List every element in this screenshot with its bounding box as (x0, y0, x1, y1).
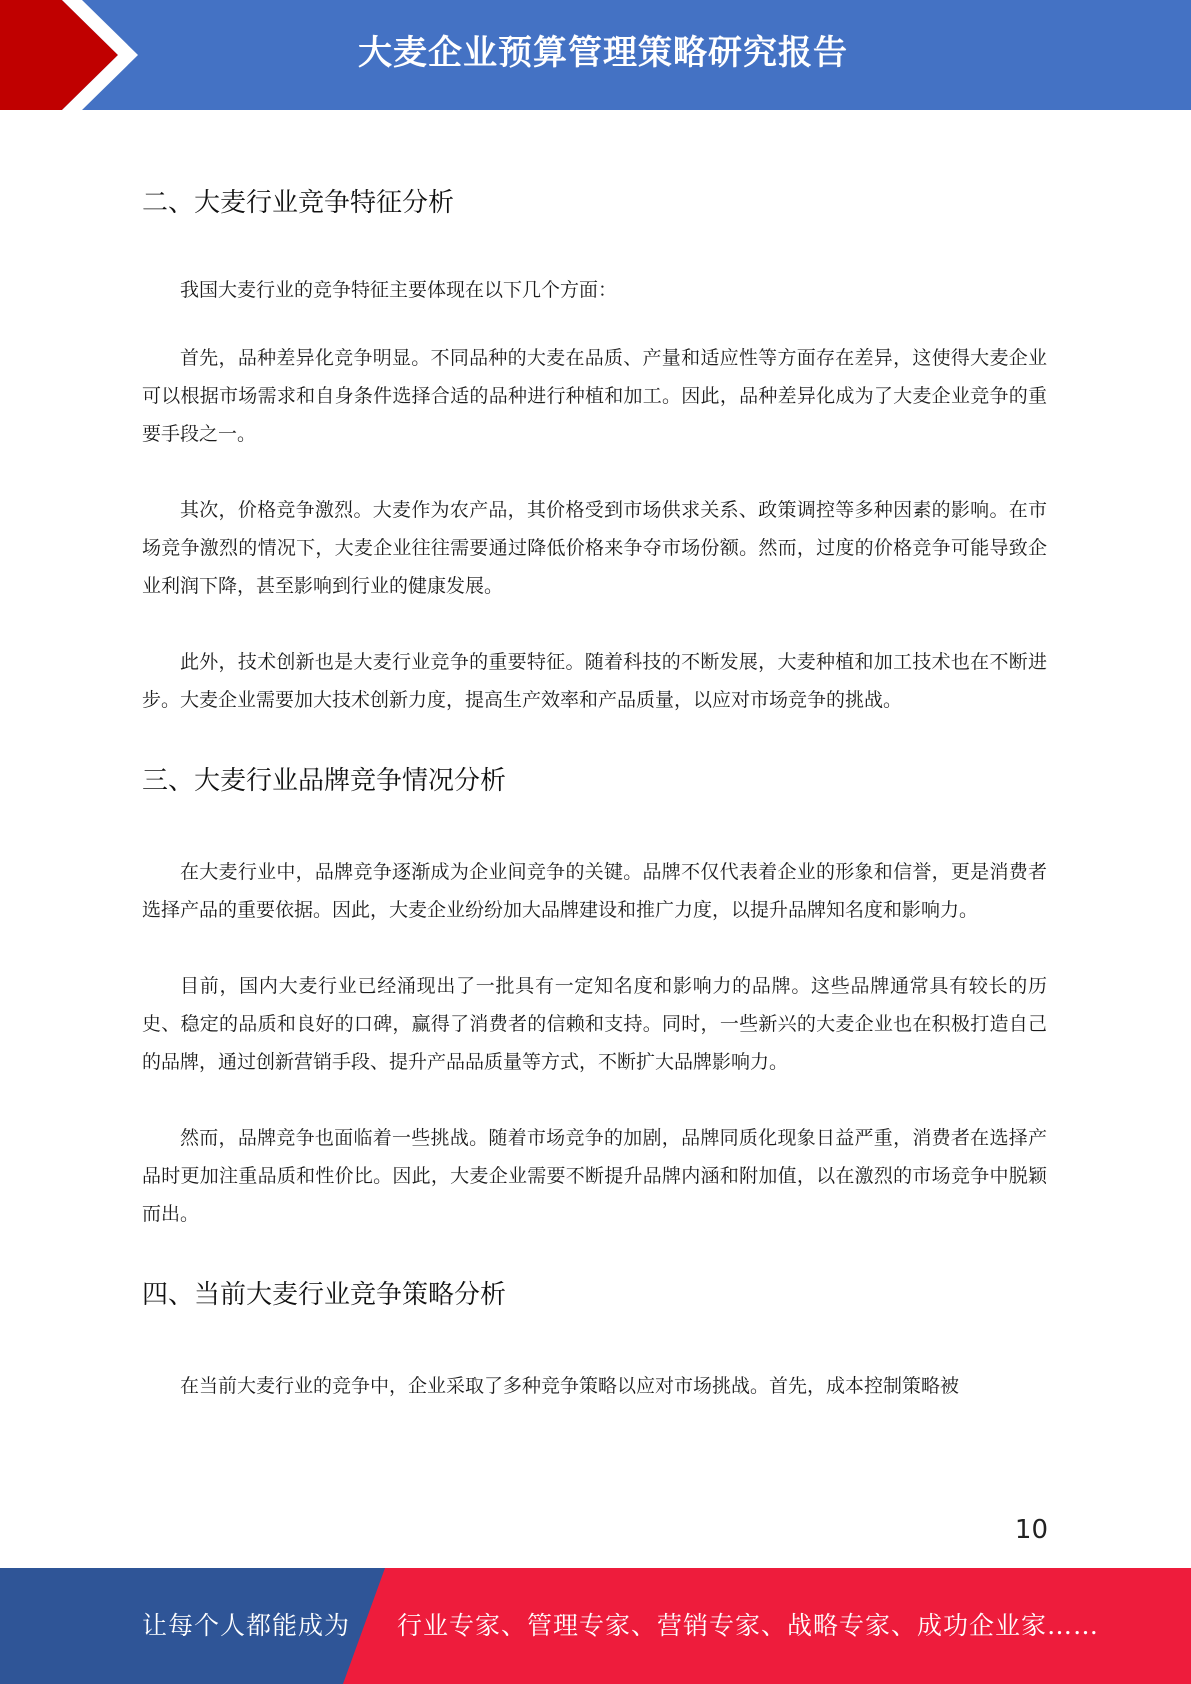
paragraph: 首先，品种差异化竞争明显。不同品种的大麦在品质、产量和适应性等方面存在差异，这使得大麦企业可以根据市场需求和自身条件选择合适的品种进行种植和加工。因此，品种差异化成为了大麦企业竞争的重要手段之一。 (142, 347, 1047, 445)
main-content (142, 170, 1047, 1405)
page-footer (0, 1568, 1191, 1684)
paragraph: 在大麦行业中，品牌竞争逐渐成为企业间竞争的关键。品牌不仅代表着企业的形象和信誉，更是消费者选择产品的重要依据。因此，大麦企业纷纷加大品牌建设和推广力度，以提升品牌知名度和影响力。 (142, 861, 1047, 921)
page-number: 10 (1014, 1515, 1048, 1545)
report-title: 大麦企业预算管理策略研究报告 (358, 33, 848, 73)
paragraph: 然而，品牌竞争也面临着一些挑战。随着市场竞争的加剧，品牌同质化现象日益严重，消费者在选择产品时更加注重品质和性价比。因此，大麦企业需要不断提升品牌内涵和附加值，以在激烈的市场竞争中脱颖而出。 (142, 1127, 1047, 1225)
paragraph: 在当前大麦行业的竞争中，企业采取了多种竞争策略以应对市场挑战。首先，成本控制策略被 (180, 1375, 960, 1397)
section-heading-3: 三、大麦行业品牌竞争情况分析 (142, 766, 507, 796)
section-heading-2: 二、大麦行业竞争特征分析 (142, 188, 455, 218)
paragraph: 此外，技术创新也是大麦行业竞争的重要特征。随着科技的不断发展，大麦种植和加工技术也在不断进步。大麦企业需要加大技术创新力度，提高生产效率和产品质量，以应对市场竞争的挑战。 (142, 651, 1047, 711)
page-header (0, 0, 1191, 110)
paragraph: 我国大麦行业的竞争特征主要体现在以下几个方面： (180, 279, 618, 301)
paragraph: 其次，价格竞争激烈。大麦作为农产品，其价格受到市场供求关系、政策调控等多种因素的影响。在市场竞争激烈的情况下，大麦企业往往需要通过降低价格来争夺市场份额。然而，过度的价格竞争可能导致企业利润下降，甚至影响到行业的健康发展。 (142, 499, 1047, 597)
paragraph: 目前，国内大麦行业已经涌现出了一批具有一定知名度和影响力的品牌。这些品牌通常具有较长的历史、稳定的品质和良好的口碑，赢得了消费者的信赖和支持。同时，一些新兴的大麦企业也在积极打造自己的品牌，通过创新营销手段、提升产品品质量等方式，不断扩大品牌影响力。 (142, 975, 1047, 1073)
footer-slogan-right: 行业专家、管理专家、营销专家、战略专家、成功企业家…… (397, 1611, 1100, 1640)
footer-slogan-left: 让每个人都能成为 (142, 1611, 351, 1640)
section-heading-4: 四、当前大麦行业竞争策略分析 (142, 1280, 507, 1310)
